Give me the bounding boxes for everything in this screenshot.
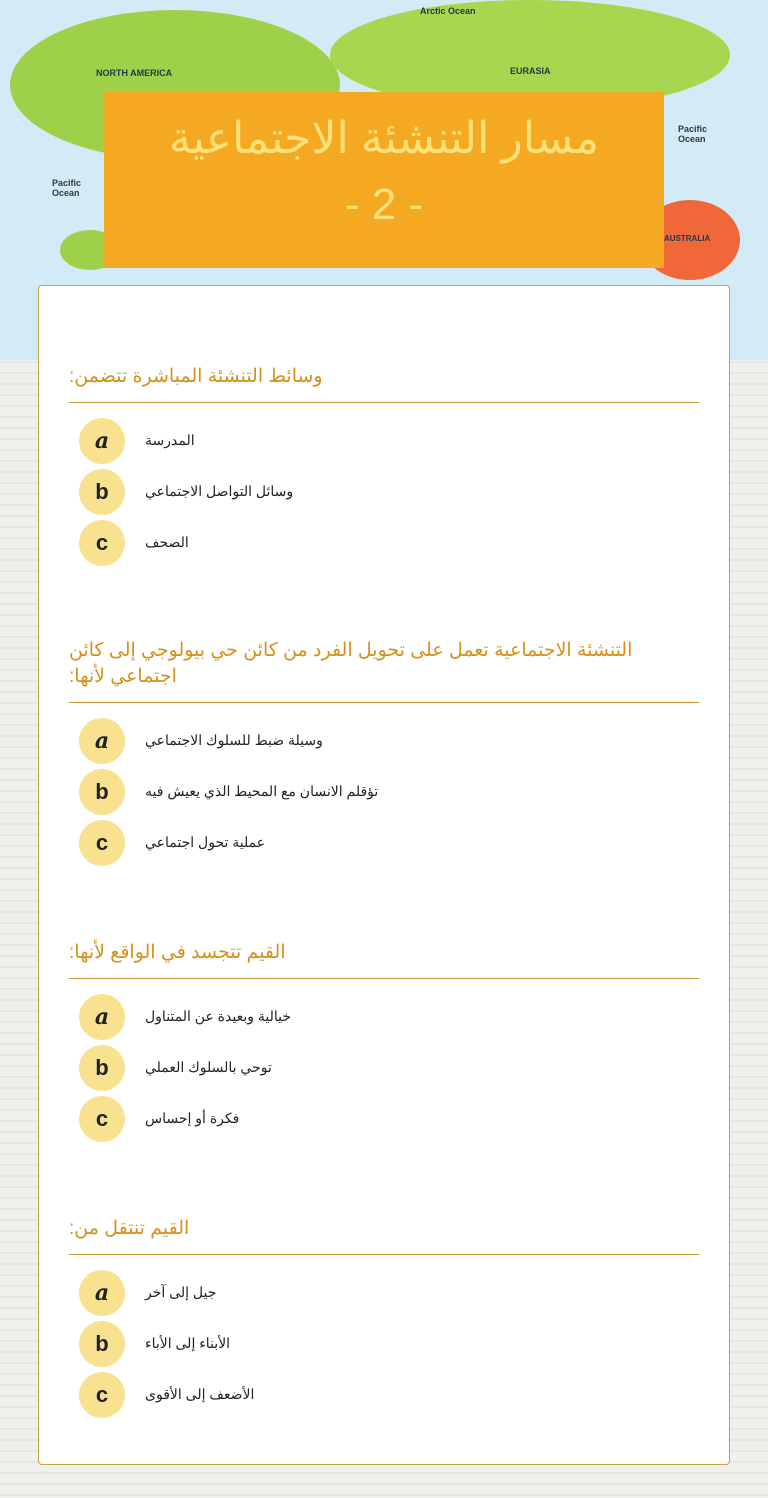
option-b[interactable] [79,1318,699,1369]
option-letter-badge: b [79,769,125,815]
option-a[interactable] [79,415,699,466]
question-text: وسائط التنشئة المباشرة تتضمن: [69,364,699,403]
option-text: توحي بالسلوك العملي [145,1059,272,1075]
option-letter-badge: c [79,820,125,866]
map-label: EURASIA [510,66,551,76]
option-text: الأضعف إلى الأقوى [145,1386,255,1402]
map-label: Pacific Ocean [678,124,708,144]
page-title: مسار التنشئة الاجتماعية [169,114,599,163]
option-b[interactable] [79,766,699,817]
option-letter-badge: b [79,469,125,515]
question-text: القيم تتجسد في الواقع لأنها: [69,940,699,979]
question-4 [69,1216,699,1420]
option-letter-badge: c [79,520,125,566]
question-2 [69,638,699,868]
option-text: تؤقلم الانسان مع المحيط الذي يعيش فيه [145,783,379,799]
option-text: وسائل التواصل الاجتماعي [145,483,294,499]
option-a[interactable] [79,991,699,1042]
option-c[interactable] [79,1093,699,1144]
option-text: الأبناء إلى الأباء [145,1335,231,1351]
option-c[interactable] [79,817,699,868]
option-letter-badge: a [79,718,125,764]
option-text: جيل إلى آخر [145,1284,217,1300]
option-b[interactable] [79,1042,699,1093]
option-text: فكرة أو إحساس [145,1110,240,1126]
option-c[interactable] [79,1369,699,1420]
option-b[interactable] [79,466,699,517]
option-letter-badge: c [79,1372,125,1418]
question-text: التنشئة الاجتماعية تعمل على تحويل الفرد من كائن حي بيولوجي إلى كائن اجتماعي لأنها: [69,638,699,703]
question-3 [69,940,699,1144]
option-text: خيالية وبعيدة عن المتناول [145,1008,292,1024]
option-letter-badge: a [79,1270,125,1316]
option-letter-badge: a [79,418,125,464]
map-label: NORTH AMERICA [96,68,173,78]
quiz-card [38,285,730,1465]
option-letter-badge: b [79,1045,125,1091]
map-label: Arctic Ocean [420,6,476,16]
option-a[interactable] [79,1267,699,1318]
option-text: وسيلة ضبط للسلوك الاجتماعي [145,732,323,748]
option-letter-badge: a [79,994,125,1040]
option-text: الصحف [145,534,189,550]
option-c[interactable] [79,517,699,568]
map-label: AUSTRALIA [664,234,711,243]
option-letter-badge: c [79,1096,125,1142]
option-letter-badge: b [79,1321,125,1367]
option-a[interactable] [79,715,699,766]
question-text: القيم تنتقل من: [69,1216,699,1255]
title-banner [104,92,664,268]
map-label: Pacific Ocean [52,178,82,198]
question-1 [69,364,699,568]
option-text: عملية تحول اجتماعي [145,834,266,850]
option-text: المدرسة [145,432,195,448]
page-subtitle: - 2 - [344,180,424,229]
